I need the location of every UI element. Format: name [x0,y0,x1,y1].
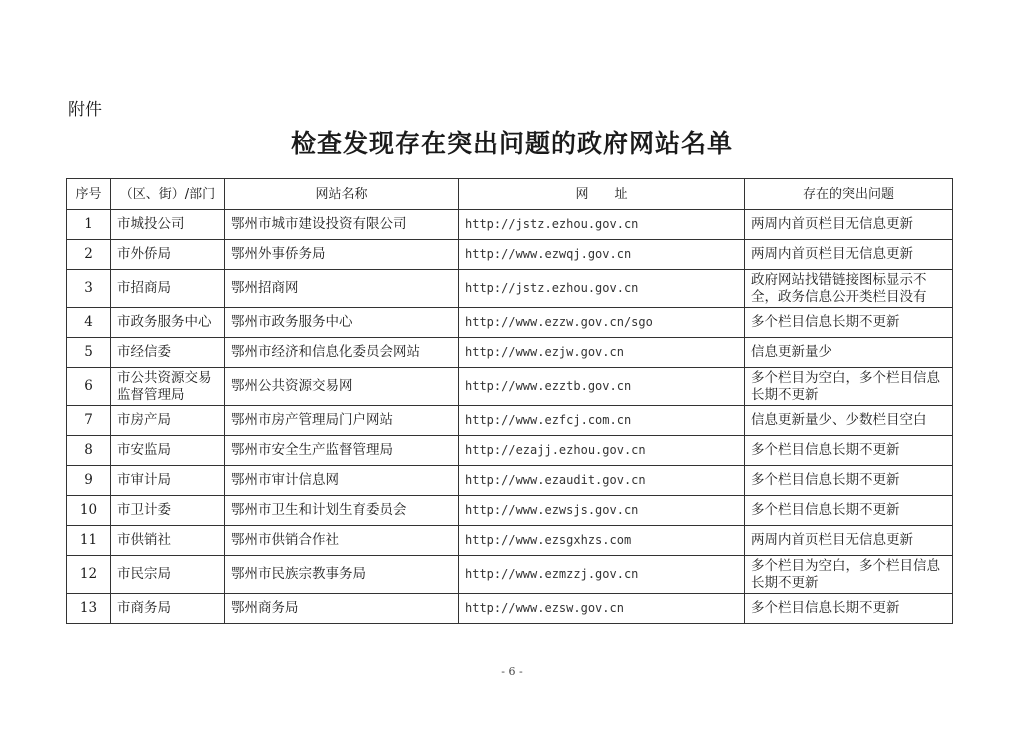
cell-url: http://ezajj.ezhou.gov.cn [459,436,745,466]
cell-dept: 市外侨局 [111,240,225,270]
header-dept: （区、街）/部门 [111,179,225,210]
cell-dept: 市招商局 [111,270,225,308]
cell-issue: 两周内首页栏目无信息更新 [745,240,953,270]
cell-dept: 市供销社 [111,526,225,556]
cell-issue: 信息更新量少 [745,338,953,368]
cell-dept: 市政务服务中心 [111,308,225,338]
cell-dept: 市城投公司 [111,210,225,240]
cell-url: http://www.ezsw.gov.cn [459,594,745,624]
cell-site-name: 鄂州市经济和信息化委员会网站 [225,338,459,368]
cell-url: http://www.ezmzzj.gov.cn [459,556,745,594]
cell-index: 13 [67,594,111,624]
table-row [67,308,953,338]
cell-site-name: 鄂州商务局 [225,594,459,624]
cell-dept: 市卫计委 [111,496,225,526]
table-row [67,240,953,270]
cell-site-name: 鄂州市城市建设投资有限公司 [225,210,459,240]
cell-site-name: 鄂州公共资源交易网 [225,368,459,406]
cell-issue: 政府网站找错链接图标显示不全，政务信息公开类栏目没有 [745,270,953,308]
cell-dept: 市审计局 [111,466,225,496]
website-list-table [66,178,953,624]
header-issue: 存在的突出问题 [745,179,953,210]
table-row [67,466,953,496]
header-site-name: 网站名称 [225,179,459,210]
cell-dept: 市经信委 [111,338,225,368]
cell-site-name: 鄂州市供销合作社 [225,526,459,556]
table-header-row [67,179,953,210]
cell-index: 4 [67,308,111,338]
cell-site-name: 鄂州市民族宗教事务局 [225,556,459,594]
cell-site-name: 鄂州招商网 [225,270,459,308]
cell-url: http://www.ezsgxhzs.com [459,526,745,556]
cell-site-name: 鄂州市政务服务中心 [225,308,459,338]
cell-index: 10 [67,496,111,526]
cell-site-name: 鄂州市安全生产监督管理局 [225,436,459,466]
table-row [67,338,953,368]
header-index: 序号 [67,179,111,210]
cell-dept: 市商务局 [111,594,225,624]
cell-issue: 多个栏目信息长期不更新 [745,436,953,466]
cell-dept: 市民宗局 [111,556,225,594]
cell-issue: 多个栏目信息长期不更新 [745,308,953,338]
table-row [67,406,953,436]
cell-issue: 信息更新量少、少数栏目空白 [745,406,953,436]
cell-url: http://www.ezaudit.gov.cn [459,466,745,496]
table-row [67,210,953,240]
cell-url: http://www.ezwsjs.gov.cn [459,496,745,526]
document-title: 检查发现存在突出问题的政府网站名单 [290,129,733,158]
cell-index: 1 [67,210,111,240]
table-row [67,496,953,526]
table-row [67,594,953,624]
cell-dept: 市公共资源交易监督管理局 [111,368,225,406]
cell-issue: 多个栏目为空白，多个栏目信息长期不更新 [745,556,953,594]
cell-index: 3 [67,270,111,308]
page-number: - 6 - [501,665,523,678]
cell-url: http://www.ezwqj.gov.cn [459,240,745,270]
cell-index: 7 [67,406,111,436]
cell-site-name: 鄂州市房产管理局门户网站 [225,406,459,436]
table-row [67,526,953,556]
cell-site-name: 鄂州外事侨务局 [225,240,459,270]
table-row [67,270,953,308]
table-row [67,436,953,466]
cell-issue: 多个栏目信息长期不更新 [745,594,953,624]
cell-dept: 市安监局 [111,436,225,466]
cell-issue: 多个栏目信息长期不更新 [745,496,953,526]
cell-index: 2 [67,240,111,270]
cell-url: http://jstz.ezhou.gov.cn [459,210,745,240]
header-url: 网 址 [459,179,745,210]
cell-issue: 多个栏目信息长期不更新 [745,466,953,496]
table-row [67,556,953,594]
cell-url: http://jstz.ezhou.gov.cn [459,270,745,308]
cell-url: http://www.ezzw.gov.cn/sgo [459,308,745,338]
cell-url: http://www.ezztb.gov.cn [459,368,745,406]
cell-issue: 两周内首页栏目无信息更新 [745,526,953,556]
cell-dept: 市房产局 [111,406,225,436]
cell-site-name: 鄂州市卫生和计划生育委员会 [225,496,459,526]
cell-index: 12 [67,556,111,594]
cell-index: 11 [67,526,111,556]
cell-index: 9 [67,466,111,496]
table-row [67,368,953,406]
cell-issue: 两周内首页栏目无信息更新 [745,210,953,240]
cell-issue: 多个栏目为空白，多个栏目信息长期不更新 [745,368,953,406]
cell-index: 8 [67,436,111,466]
cell-index: 6 [67,368,111,406]
cell-site-name: 鄂州市审计信息网 [225,466,459,496]
cell-url: http://www.ezjw.gov.cn [459,338,745,368]
attachment-label: 附件 [68,100,102,120]
cell-index: 5 [67,338,111,368]
cell-url: http://www.ezfcj.com.cn [459,406,745,436]
